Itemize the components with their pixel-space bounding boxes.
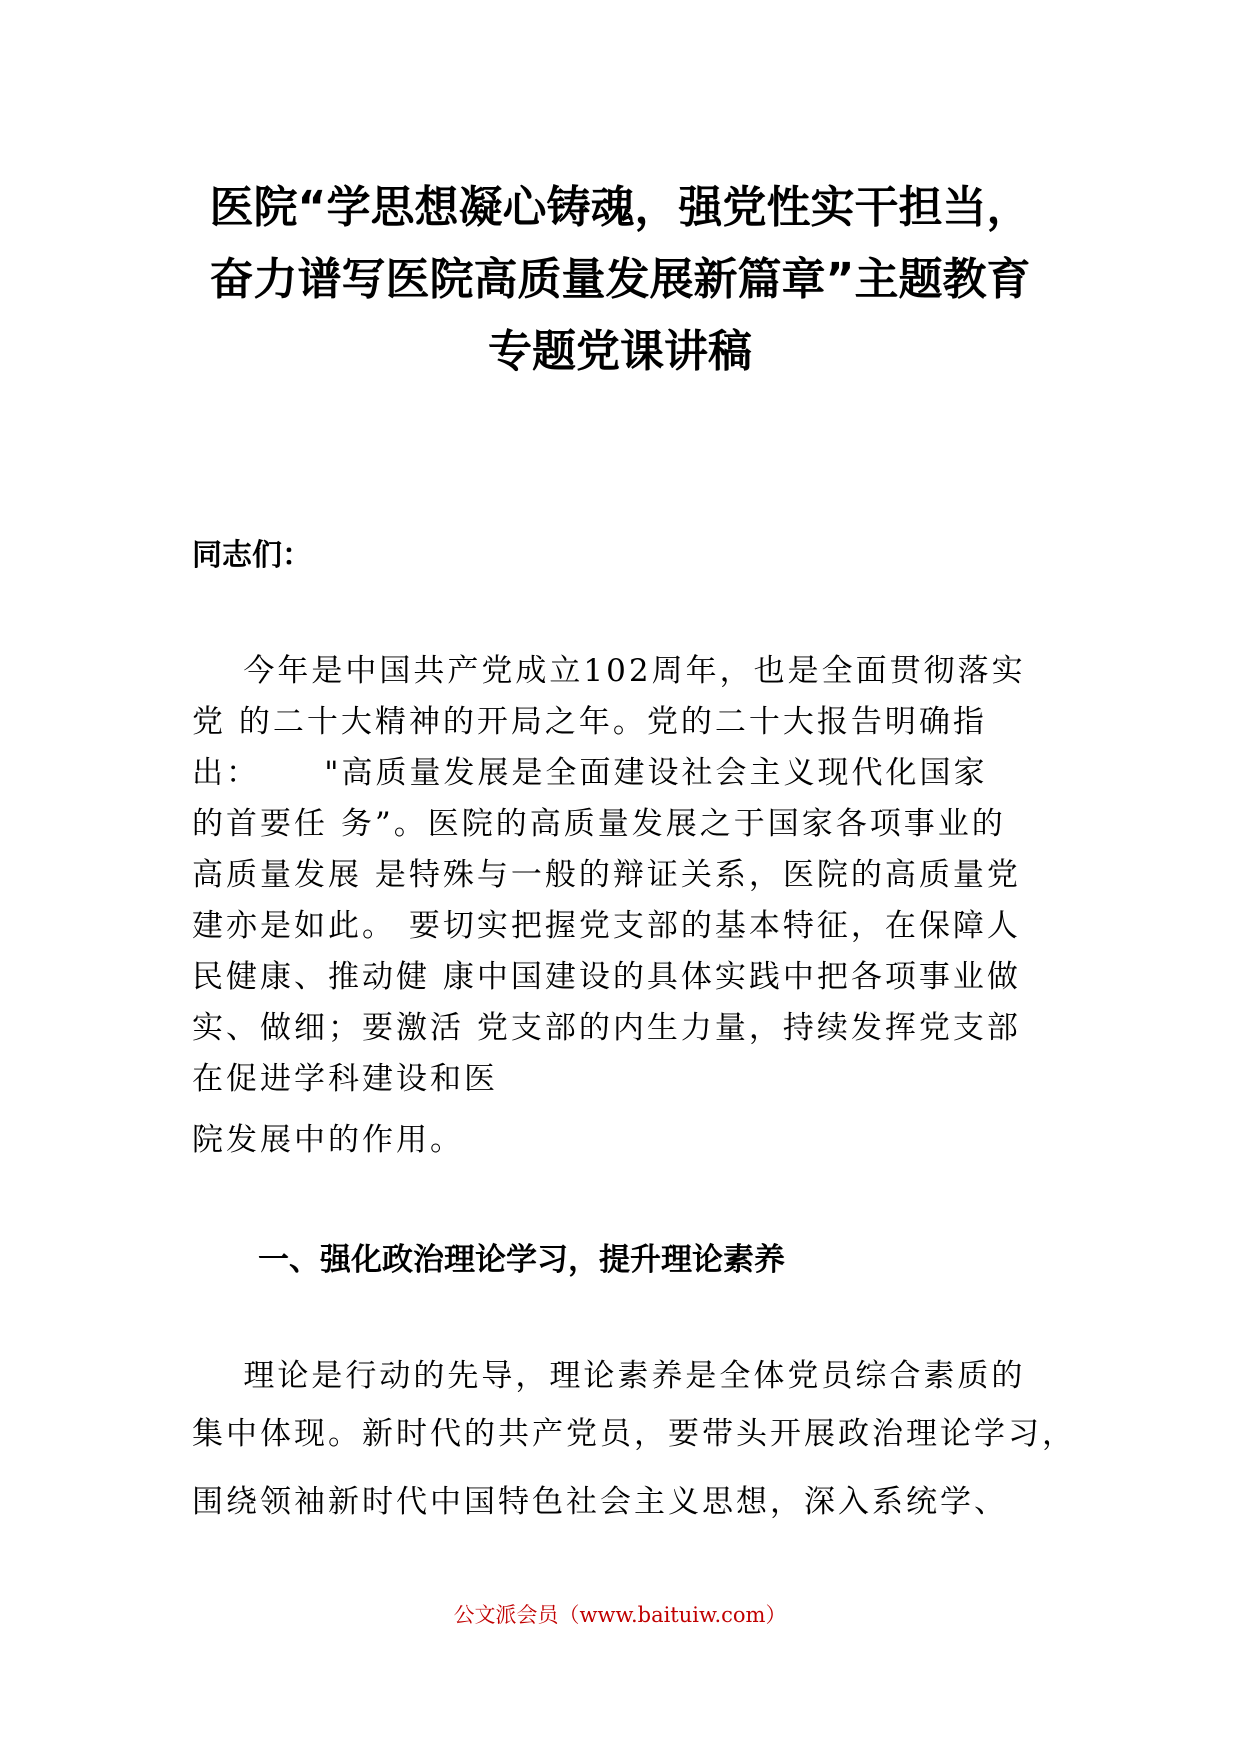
text-line: 在促进学科建设和医 bbox=[192, 1061, 498, 1097]
text-line: 党 的二十大精神的开局之年。党的二十大报告明确指 bbox=[192, 704, 987, 740]
text-line: 高质量发展 是特殊与一般的辩证关系，医院的高质量党 bbox=[192, 857, 1021, 893]
text-line: 今年是中国共产党成立102周年，也是全面贯彻落实 bbox=[192, 653, 1026, 689]
text-line: 理论是行动的先导，理论素养是全体党员综合素质的 bbox=[192, 1358, 1026, 1394]
title-line: 专题党课讲稿 bbox=[488, 326, 752, 377]
text-line: 集中体现。新时代的共产党员，要带头开展政治理论学习， bbox=[192, 1416, 1076, 1452]
paragraph-intro bbox=[192, 646, 1092, 1105]
title-line: 医院“学思想凝心铸魂，强党性实干担当， bbox=[209, 182, 1031, 233]
text-line: 实、做细；要激活 党支部的内生力量，持续发挥党支部 bbox=[192, 1010, 1021, 1046]
salutation: 同志们： bbox=[192, 538, 312, 573]
footer-watermark: 公文派会员（www.baituiw.com） bbox=[453, 1603, 787, 1627]
section-heading: 一、强化政治理论学习，提升理论素养 bbox=[258, 1242, 785, 1278]
document-title bbox=[140, 172, 1100, 388]
text-line: 出： "高质量发展是全面建设社会主义现代化国家 bbox=[192, 755, 988, 791]
title-line: 奋力谱写医院高质量发展新篇章”主题教育 bbox=[209, 254, 1031, 305]
text-line: 建亦是如此。 要切实把握党支部的基本特征，在保障人 bbox=[192, 908, 1021, 944]
text-line: 民健康、推动健 康中国建设的具体实践中把各项事业做 bbox=[192, 959, 1021, 995]
paragraph-intro-tail: 院发展中的作用。 bbox=[192, 1122, 464, 1158]
text-line: 的首要任 务”。医院的高质量发展之于国家各项事业的 bbox=[192, 806, 1006, 842]
text-line: 围绕领袖新时代中国特色社会主义思想，深入系统学、 bbox=[192, 1484, 1008, 1520]
paragraph-section-one bbox=[192, 1347, 1092, 1531]
